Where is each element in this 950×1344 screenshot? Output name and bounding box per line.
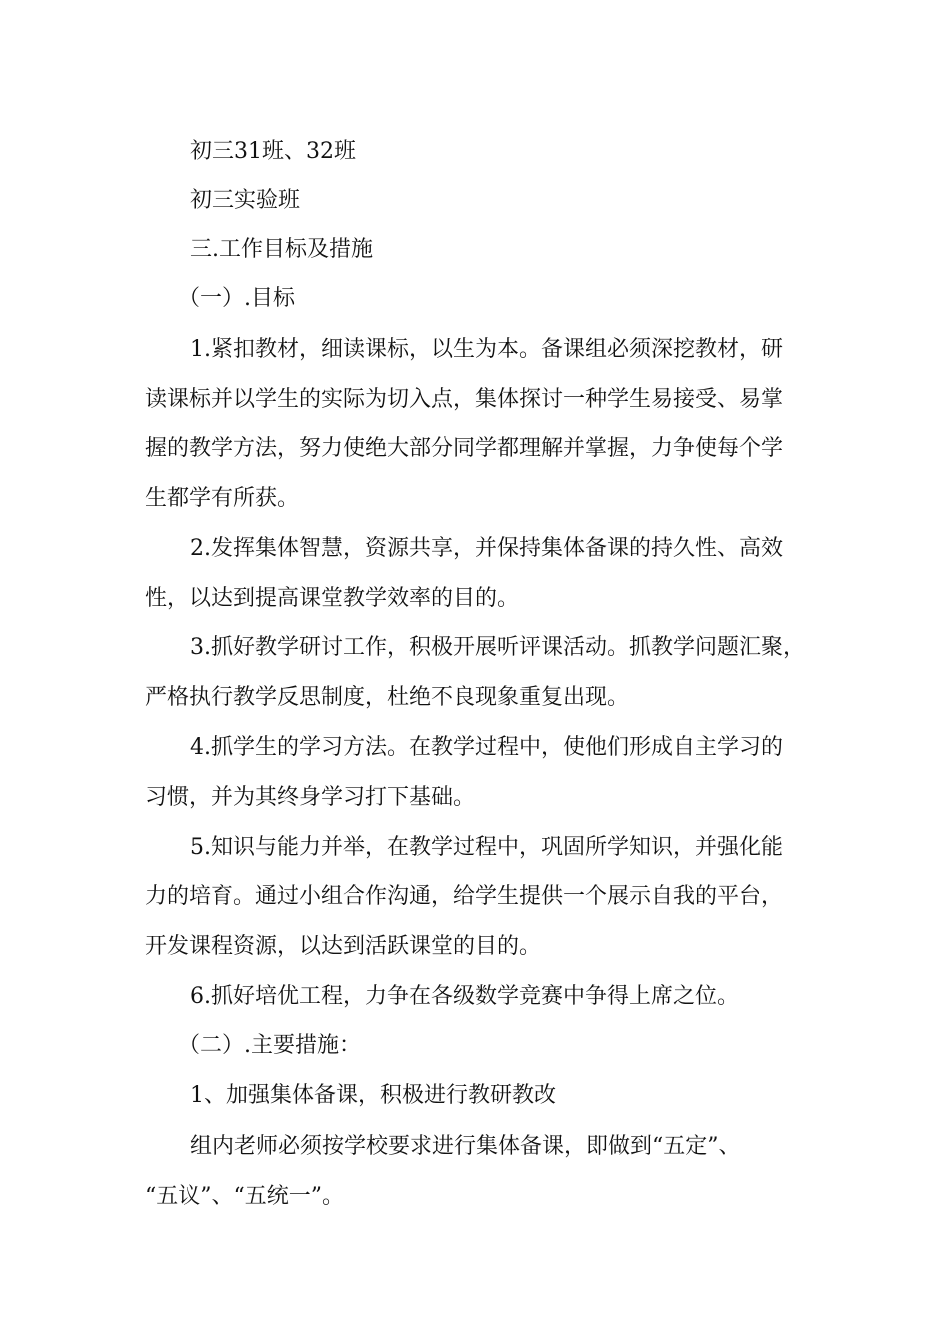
goal-2-line-1: 2.发挥集体智慧，资源共享，并保持集体备课的持久性、高效 (190, 536, 783, 561)
measure-1-line-2: “五议”、“五统一”。 (145, 1184, 344, 1209)
goal-6-line-1: 6.抓好培优工程，力争在各级数学竞赛中争得上席之位。 (190, 984, 739, 1009)
goal-1-line-4: 生都学有所获。 (145, 486, 300, 511)
goal-3-line-2: 严格执行教学反思制度，杜绝不良现象重复出现。 (145, 685, 630, 710)
goal-5-line-1: 5.知识与能力并举，在教学过程中，巩固所学知识，并强化能 (190, 835, 783, 860)
subsection-heading-measures: （二）.主要措施： (178, 1033, 361, 1058)
goal-1-line-1: 1.紧扣教材，细读课标，以生为本。备课组必须深挖教材，研 (190, 337, 783, 362)
goal-4-line-2: 习惯，并为其终身学习打下基础。 (145, 785, 476, 810)
goal-1-line-3: 握的教学方法，努力使绝大部分同学都理解并掌握，力争使每个学 (145, 436, 784, 461)
subsection-heading-goals: （一）.目标 (178, 286, 295, 311)
goal-5-line-2: 力的培育。通过小组合作沟通，给学生提供一个展示自我的平台， (145, 884, 784, 909)
goal-3-line-1: 3.抓好教学研讨工作，积极开展听评课活动。抓教学问题汇聚， (190, 635, 805, 660)
measure-1-line-1: 组内老师必须按学校要求进行集体备课，即做到“五定”、 (190, 1134, 741, 1159)
goal-5-line-3: 开发课程资源，以达到活跃课堂的目的。 (145, 934, 542, 959)
measure-1-heading: 1、加强集体备课，积极进行教研教改 (190, 1083, 556, 1108)
goal-1-line-2: 读课标并以学生的实际为切入点，集体探讨一种学生易接受、易掌 (145, 387, 784, 412)
class-line-experimental: 初三实验班 (190, 188, 301, 213)
goal-4-line-1: 4.抓学生的学习方法。在教学过程中，使他们形成自主学习的 (190, 735, 783, 760)
goal-2-line-2: 性，以达到提高课堂教学效率的目的。 (145, 586, 520, 611)
class-line-31-32: 初三31班、32班 (190, 139, 356, 164)
section-heading-3: 三.工作目标及措施 (190, 237, 373, 262)
